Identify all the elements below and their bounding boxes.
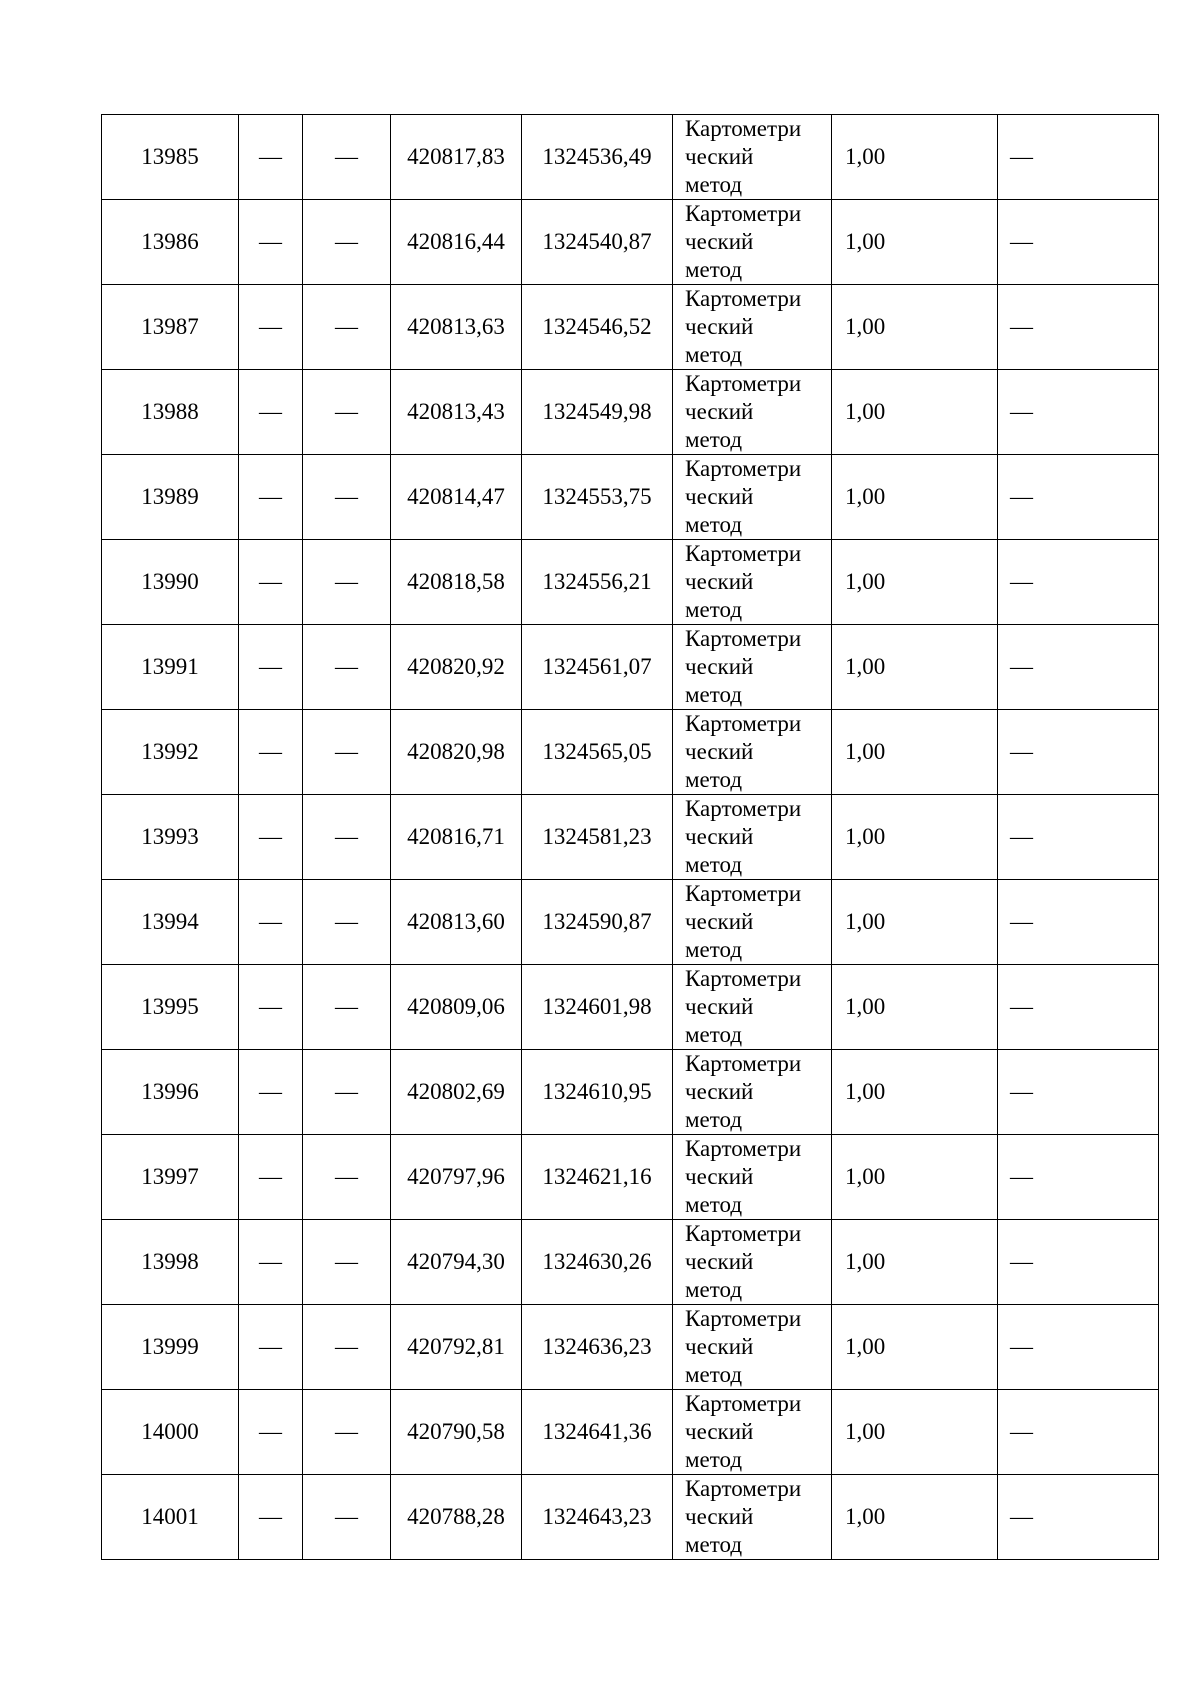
- method-cell: [673, 1390, 832, 1475]
- empty-cell: —: [239, 1390, 303, 1475]
- x-coordinate-cell: 420820,92: [391, 625, 522, 710]
- x-coordinate-cell: 420813,43: [391, 370, 522, 455]
- empty-cell: —: [303, 1135, 391, 1220]
- method-cell: [673, 1050, 832, 1135]
- table-row: [102, 540, 1159, 625]
- method-cell: [673, 710, 832, 795]
- method-text-line: Картометри: [685, 456, 802, 481]
- point-number-cell: 13989: [102, 455, 239, 540]
- method-text-line: Картометри: [685, 201, 802, 226]
- method-cell: [673, 540, 832, 625]
- method-text-line: метод: [685, 342, 743, 367]
- method-text-line: Картометри: [685, 711, 802, 736]
- point-number-cell: 13997: [102, 1135, 239, 1220]
- method-text-line: Картометри: [685, 1306, 802, 1331]
- method-text-line: метод: [685, 427, 743, 452]
- method-cell: [673, 115, 832, 200]
- accuracy-cell: 1,00: [832, 1305, 998, 1390]
- x-coordinate-cell: 420794,30: [391, 1220, 522, 1305]
- table-row: [102, 370, 1159, 455]
- method-text-line: метод: [685, 852, 743, 877]
- method-text-line: ческий: [685, 399, 754, 424]
- x-coordinate-cell: 420820,98: [391, 710, 522, 795]
- empty-cell: —: [303, 1475, 391, 1560]
- point-number-cell: 13996: [102, 1050, 239, 1135]
- method-text-line: ческий: [685, 824, 754, 849]
- empty-cell: —: [998, 455, 1159, 540]
- x-coordinate-cell: 420788,28: [391, 1475, 522, 1560]
- x-coordinate-cell: 420797,96: [391, 1135, 522, 1220]
- method-text-line: Картометри: [685, 1051, 802, 1076]
- accuracy-cell: 1,00: [832, 540, 998, 625]
- table-row: [102, 1050, 1159, 1135]
- point-number-cell: 14000: [102, 1390, 239, 1475]
- empty-cell: —: [239, 115, 303, 200]
- point-number-cell: 13999: [102, 1305, 239, 1390]
- empty-cell: —: [998, 115, 1159, 200]
- empty-cell: —: [303, 370, 391, 455]
- y-coordinate-cell: 1324565,05: [522, 710, 673, 795]
- y-coordinate-cell: 1324636,23: [522, 1305, 673, 1390]
- method-text-line: ческий: [685, 314, 754, 339]
- method-text-line: Картометри: [685, 116, 802, 141]
- y-coordinate-cell: 1324553,75: [522, 455, 673, 540]
- point-number-cell: 13990: [102, 540, 239, 625]
- empty-cell: —: [303, 795, 391, 880]
- empty-cell: —: [239, 540, 303, 625]
- empty-cell: —: [239, 455, 303, 540]
- accuracy-cell: 1,00: [832, 115, 998, 200]
- x-coordinate-cell: 420813,63: [391, 285, 522, 370]
- point-number-cell: 13985: [102, 115, 239, 200]
- accuracy-cell: 1,00: [832, 455, 998, 540]
- method-text-line: метод: [685, 1107, 743, 1132]
- empty-cell: —: [239, 880, 303, 965]
- point-number-cell: 13994: [102, 880, 239, 965]
- method-text-line: метод: [685, 1447, 743, 1472]
- empty-cell: —: [303, 285, 391, 370]
- method-text-line: Картометри: [685, 1221, 802, 1246]
- accuracy-cell: 1,00: [832, 1475, 998, 1560]
- empty-cell: —: [998, 625, 1159, 710]
- y-coordinate-cell: 1324561,07: [522, 625, 673, 710]
- point-number-cell: 13998: [102, 1220, 239, 1305]
- empty-cell: —: [998, 795, 1159, 880]
- table-row: [102, 625, 1159, 710]
- x-coordinate-cell: 420816,71: [391, 795, 522, 880]
- x-coordinate-cell: 420818,58: [391, 540, 522, 625]
- empty-cell: —: [303, 455, 391, 540]
- empty-cell: —: [998, 1475, 1159, 1560]
- accuracy-cell: 1,00: [832, 795, 998, 880]
- method-text-line: Картометри: [685, 371, 802, 396]
- method-cell: [673, 285, 832, 370]
- empty-cell: —: [239, 1305, 303, 1390]
- point-number-cell: 13993: [102, 795, 239, 880]
- method-text-line: ческий: [685, 1504, 754, 1529]
- point-number-cell: 13995: [102, 965, 239, 1050]
- accuracy-cell: 1,00: [832, 880, 998, 965]
- y-coordinate-cell: 1324536,49: [522, 115, 673, 200]
- method-text-line: Картометри: [685, 626, 802, 651]
- point-number-cell: 13991: [102, 625, 239, 710]
- table-row: [102, 710, 1159, 795]
- method-text-line: Картометри: [685, 966, 802, 991]
- y-coordinate-cell: 1324581,23: [522, 795, 673, 880]
- empty-cell: —: [998, 965, 1159, 1050]
- method-text-line: ческий: [685, 229, 754, 254]
- method-text-line: ческий: [685, 1249, 754, 1274]
- empty-cell: —: [998, 1390, 1159, 1475]
- coordinates-table: [101, 114, 1159, 1560]
- table-body: [102, 115, 1159, 1560]
- method-cell: [673, 370, 832, 455]
- method-text-line: Картометри: [685, 1391, 802, 1416]
- empty-cell: —: [998, 1050, 1159, 1135]
- table-row: [102, 200, 1159, 285]
- empty-cell: —: [239, 710, 303, 795]
- table-row: [102, 455, 1159, 540]
- table-row: [102, 1305, 1159, 1390]
- accuracy-cell: 1,00: [832, 625, 998, 710]
- table-row: [102, 1135, 1159, 1220]
- method-text-line: метод: [685, 512, 743, 537]
- x-coordinate-cell: 420792,81: [391, 1305, 522, 1390]
- method-text-line: метод: [685, 1192, 743, 1217]
- empty-cell: —: [239, 965, 303, 1050]
- empty-cell: —: [303, 625, 391, 710]
- empty-cell: —: [239, 1050, 303, 1135]
- method-text-line: метод: [685, 937, 743, 962]
- method-text-line: Картометри: [685, 541, 802, 566]
- x-coordinate-cell: 420809,06: [391, 965, 522, 1050]
- point-number-cell: 14001: [102, 1475, 239, 1560]
- point-number-cell: 13988: [102, 370, 239, 455]
- method-cell: [673, 965, 832, 1050]
- x-coordinate-cell: 420813,60: [391, 880, 522, 965]
- empty-cell: —: [239, 200, 303, 285]
- accuracy-cell: 1,00: [832, 370, 998, 455]
- method-cell: [673, 880, 832, 965]
- accuracy-cell: 1,00: [832, 710, 998, 795]
- method-text-line: метод: [685, 1277, 743, 1302]
- accuracy-cell: 1,00: [832, 1135, 998, 1220]
- y-coordinate-cell: 1324590,87: [522, 880, 673, 965]
- accuracy-cell: 1,00: [832, 200, 998, 285]
- table-row: [102, 880, 1159, 965]
- method-cell: [673, 795, 832, 880]
- method-text-line: метод: [685, 172, 743, 197]
- method-text-line: ческий: [685, 1419, 754, 1444]
- method-text-line: Картометри: [685, 881, 802, 906]
- empty-cell: —: [998, 200, 1159, 285]
- table-row: [102, 115, 1159, 200]
- method-text-line: метод: [685, 1362, 743, 1387]
- method-text-line: Картометри: [685, 796, 802, 821]
- y-coordinate-cell: 1324630,26: [522, 1220, 673, 1305]
- method-text-line: ческий: [685, 994, 754, 1019]
- method-cell: [673, 200, 832, 285]
- method-text-line: ческий: [685, 739, 754, 764]
- empty-cell: —: [998, 1305, 1159, 1390]
- table-row: [102, 795, 1159, 880]
- method-cell: [673, 455, 832, 540]
- method-text-line: ческий: [685, 1079, 754, 1104]
- empty-cell: —: [303, 115, 391, 200]
- empty-cell: —: [998, 710, 1159, 795]
- empty-cell: —: [303, 1220, 391, 1305]
- method-cell: [673, 1305, 832, 1390]
- table-row: [102, 1475, 1159, 1560]
- method-text-line: Картометри: [685, 1476, 802, 1501]
- empty-cell: —: [303, 710, 391, 795]
- empty-cell: —: [998, 880, 1159, 965]
- y-coordinate-cell: 1324540,87: [522, 200, 673, 285]
- empty-cell: —: [303, 540, 391, 625]
- accuracy-cell: 1,00: [832, 285, 998, 370]
- empty-cell: —: [303, 200, 391, 285]
- empty-cell: —: [303, 1050, 391, 1135]
- empty-cell: —: [998, 370, 1159, 455]
- method-text-line: метод: [685, 1022, 743, 1047]
- method-text-line: ческий: [685, 1334, 754, 1359]
- accuracy-cell: 1,00: [832, 965, 998, 1050]
- method-text-line: метод: [685, 257, 743, 282]
- method-cell: [673, 625, 832, 710]
- method-text-line: ческий: [685, 569, 754, 594]
- method-text-line: ческий: [685, 144, 754, 169]
- empty-cell: —: [239, 795, 303, 880]
- y-coordinate-cell: 1324641,36: [522, 1390, 673, 1475]
- method-text-line: ческий: [685, 654, 754, 679]
- accuracy-cell: 1,00: [832, 1220, 998, 1305]
- y-coordinate-cell: 1324546,52: [522, 285, 673, 370]
- point-number-cell: 13992: [102, 710, 239, 795]
- empty-cell: —: [239, 285, 303, 370]
- y-coordinate-cell: 1324643,23: [522, 1475, 673, 1560]
- method-text-line: метод: [685, 682, 743, 707]
- x-coordinate-cell: 420814,47: [391, 455, 522, 540]
- y-coordinate-cell: 1324601,98: [522, 965, 673, 1050]
- empty-cell: —: [303, 880, 391, 965]
- empty-cell: —: [239, 1475, 303, 1560]
- empty-cell: —: [239, 370, 303, 455]
- method-text-line: Картометри: [685, 286, 802, 311]
- table-row: [102, 285, 1159, 370]
- point-number-cell: 13987: [102, 285, 239, 370]
- method-text-line: ческий: [685, 909, 754, 934]
- table-row: [102, 1390, 1159, 1475]
- accuracy-cell: 1,00: [832, 1390, 998, 1475]
- empty-cell: —: [303, 1305, 391, 1390]
- x-coordinate-cell: 420817,83: [391, 115, 522, 200]
- method-cell: [673, 1475, 832, 1560]
- empty-cell: —: [303, 965, 391, 1050]
- empty-cell: —: [239, 1135, 303, 1220]
- empty-cell: —: [239, 625, 303, 710]
- y-coordinate-cell: 1324549,98: [522, 370, 673, 455]
- empty-cell: —: [998, 1135, 1159, 1220]
- empty-cell: —: [998, 540, 1159, 625]
- method-text-line: ческий: [685, 484, 754, 509]
- x-coordinate-cell: 420790,58: [391, 1390, 522, 1475]
- accuracy-cell: 1,00: [832, 1050, 998, 1135]
- table-row: [102, 1220, 1159, 1305]
- x-coordinate-cell: 420802,69: [391, 1050, 522, 1135]
- method-text-line: Картометри: [685, 1136, 802, 1161]
- method-cell: [673, 1135, 832, 1220]
- point-number-cell: 13986: [102, 200, 239, 285]
- method-text-line: метод: [685, 1532, 743, 1557]
- empty-cell: —: [239, 1220, 303, 1305]
- y-coordinate-cell: 1324610,95: [522, 1050, 673, 1135]
- table-row: [102, 965, 1159, 1050]
- method-text-line: метод: [685, 597, 743, 622]
- method-cell: [673, 1220, 832, 1305]
- method-text-line: ческий: [685, 1164, 754, 1189]
- method-text-line: метод: [685, 767, 743, 792]
- y-coordinate-cell: 1324621,16: [522, 1135, 673, 1220]
- empty-cell: —: [998, 285, 1159, 370]
- empty-cell: —: [998, 1220, 1159, 1305]
- y-coordinate-cell: 1324556,21: [522, 540, 673, 625]
- x-coordinate-cell: 420816,44: [391, 200, 522, 285]
- empty-cell: —: [303, 1390, 391, 1475]
